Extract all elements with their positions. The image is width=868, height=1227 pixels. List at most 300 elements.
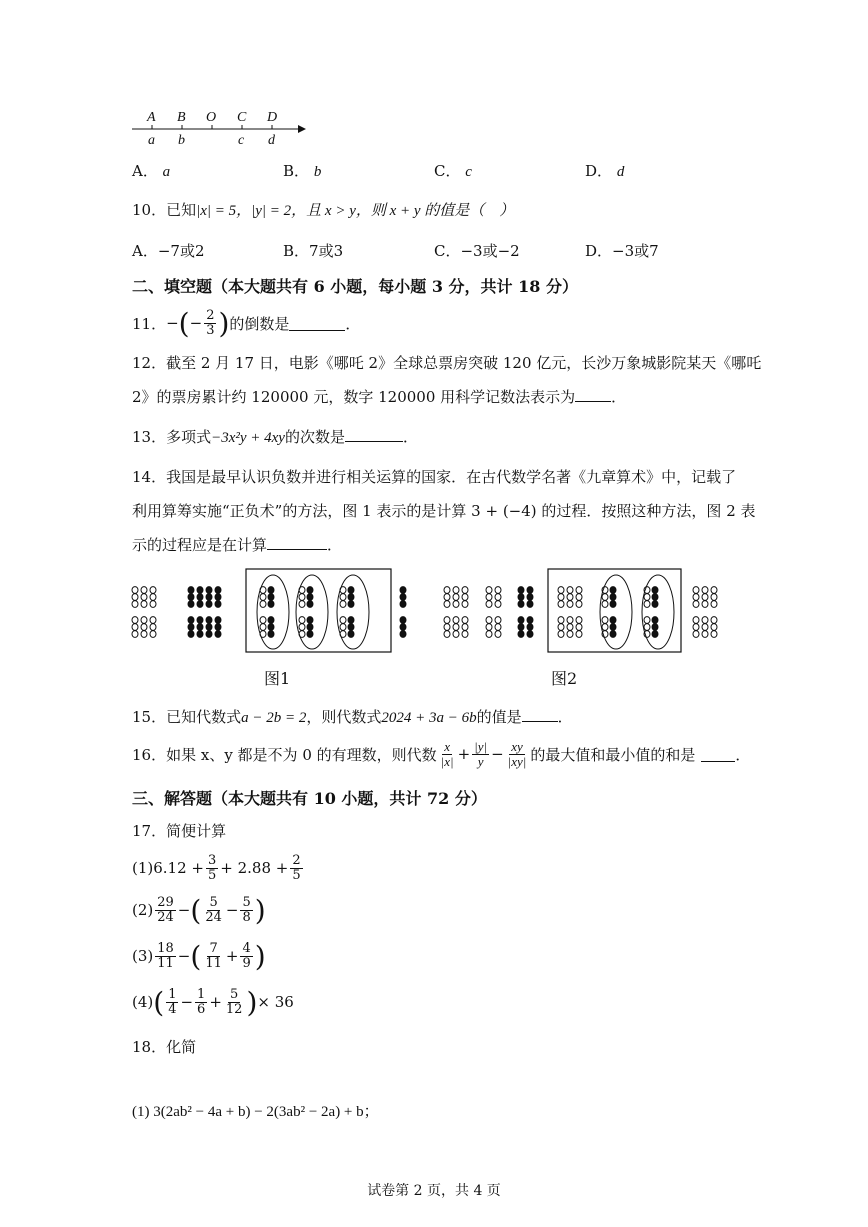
part-tag: (3): [132, 947, 154, 965]
plus-sign: +: [209, 993, 222, 1011]
minus-sign: −: [177, 947, 191, 965]
counting-rod-mark: [527, 594, 533, 601]
q18-part-1: (1) 3(2ab² − 4a + b) − 2(3ab² − 2a) + b；: [132, 1104, 379, 1120]
q12-line1: 12．截至 2 月 17 日，电影《哪吒 2》全球总票房突破 120 亿元，长沙万象城影院某天《哪吒: [132, 354, 762, 372]
counting-rod-mark: [610, 587, 616, 594]
q14-line3: [132, 534, 342, 555]
q16-stem: [132, 736, 750, 772]
minus-sign: −: [491, 745, 504, 763]
counting-rod-mark: [462, 601, 468, 608]
denominator: 24: [157, 909, 174, 925]
fig1-ellipse-1: [257, 575, 289, 649]
q18-title: 18．化简: [132, 1038, 197, 1056]
counting-rod-mark: [486, 631, 492, 638]
counting-rod-mark: [602, 601, 608, 608]
right-paren: ): [218, 306, 230, 340]
point-label-b-upper: B: [177, 110, 186, 125]
fraction: [166, 988, 178, 1017]
numerator: x: [444, 738, 450, 754]
counting-rod-mark: [206, 587, 212, 594]
counting-rod-mark: [644, 624, 650, 631]
counting-rod-mark: [652, 601, 658, 608]
counting-rod-mark: [693, 594, 699, 601]
counting-rod-mark: [702, 617, 708, 624]
q10-pre: 已知: [166, 201, 197, 219]
counting-rod-mark: [400, 594, 406, 601]
counting-rod-mark: [340, 631, 346, 638]
fig2-ellipse-1: [600, 575, 632, 649]
counting-rod-mark: [558, 631, 564, 638]
counting-rod-mark: [486, 617, 492, 624]
counting-rod-mark: [188, 587, 194, 594]
counting-rod-mark: [453, 594, 459, 601]
denominator: y: [477, 753, 484, 769]
answer-blank[interactable]: [289, 316, 345, 331]
q16-post: 的最大值和最小值的和是: [530, 745, 696, 764]
q13-post: 的次数是: [284, 428, 345, 446]
q11-inner-minus: −: [189, 314, 203, 332]
counting-rod-mark: [462, 617, 468, 624]
point-label-a-upper: A: [147, 110, 156, 125]
counting-rod-mark: [610, 594, 616, 601]
counting-rod-mark: [268, 587, 274, 594]
counting-rod-mark: [462, 594, 468, 601]
counting-rod-mark: [197, 601, 203, 608]
counting-rods-figures: [128, 566, 738, 660]
counting-rod-mark: [527, 617, 533, 624]
counting-rod-mark: [307, 587, 313, 594]
counting-rod-mark: [610, 601, 616, 608]
counting-rod-mark: [576, 601, 582, 608]
option-tag: D．: [585, 162, 613, 180]
counting-rod-mark: [141, 587, 147, 594]
counting-rod-mark: [527, 631, 533, 638]
q9-option-d[interactable]: [585, 160, 624, 181]
q11-post: 的倒数是: [229, 314, 290, 333]
counting-rod-mark: [444, 631, 450, 638]
point-label-o: O: [206, 110, 217, 125]
counting-rod-mark: [567, 594, 573, 601]
counting-rod-mark: [486, 601, 492, 608]
counting-rod-mark: [453, 601, 459, 608]
counting-rod-mark: [215, 631, 221, 638]
counting-rod-mark: [268, 617, 274, 624]
counting-rod-mark: [268, 601, 274, 608]
counting-rod-mark: [188, 631, 194, 638]
fraction: [206, 854, 218, 883]
counting-rod-mark: [206, 617, 212, 624]
denominator: 5: [292, 867, 301, 883]
numerator: 4: [242, 940, 251, 956]
counting-rod-mark: [197, 594, 203, 601]
counting-rod-mark: [141, 594, 147, 601]
option-value: d: [616, 164, 625, 180]
minus-sign: −: [225, 901, 239, 919]
option-tag: A．: [132, 242, 158, 260]
counting-rod-mark: [462, 624, 468, 631]
left-paren: (: [190, 939, 202, 973]
counting-rod-mark: [495, 631, 501, 638]
counting-rod-mark: [576, 624, 582, 631]
question-number: 10．: [132, 201, 167, 219]
left-paren: (: [153, 985, 165, 1019]
numerator: 5: [209, 894, 218, 910]
option-value: −3或7: [612, 242, 659, 260]
counting-rod-mark: [518, 587, 524, 594]
counting-rod-mark: [141, 601, 147, 608]
point-label-d-upper: D: [267, 110, 278, 125]
q15-post: 的值是: [476, 708, 522, 726]
figure-1-label: 图1: [264, 669, 291, 688]
fig2-ellipse-2: [642, 575, 674, 649]
counting-rod-mark: [206, 601, 212, 608]
denominator: 24: [205, 909, 222, 925]
counting-rod-mark: [197, 631, 203, 638]
q10-stem: [132, 199, 514, 220]
counting-rod-mark: [495, 587, 501, 594]
counting-rod-mark: [348, 601, 354, 608]
counting-rod-mark: [400, 601, 406, 608]
counting-rod-mark: [702, 594, 708, 601]
counting-rod-mark: [711, 624, 717, 631]
period: ．: [327, 536, 343, 554]
point-label-b: b: [178, 133, 185, 148]
option-tag: C．: [434, 242, 461, 260]
counting-rod-mark: [527, 587, 533, 594]
counting-rod-mark: [215, 617, 221, 624]
fraction: [155, 896, 176, 925]
period: ．: [611, 388, 627, 406]
counting-rod-mark: [268, 594, 274, 601]
counting-rod-mark: [150, 587, 156, 594]
q14-line1: 14．我国是最早认识负数并进行相关运算的国家．在古代数学名著《九章算术》中，记载了: [132, 468, 737, 486]
denominator: 3: [206, 322, 215, 338]
counting-rod-mark: [567, 601, 573, 608]
option-value: b: [313, 164, 322, 180]
denominator: 5: [208, 867, 217, 883]
counting-rod-mark: [299, 587, 305, 594]
q15-pre: 15．已知代数式: [132, 708, 242, 726]
option-tag: A．: [132, 162, 158, 180]
period: ．: [402, 428, 418, 446]
denominator: 11: [157, 955, 174, 971]
counting-rod-mark: [711, 601, 717, 608]
fraction: [155, 942, 176, 971]
option-value: −3或−2: [460, 242, 520, 260]
point-label-a: a: [148, 133, 155, 148]
q17-title: 17．简便计算: [132, 822, 227, 840]
fig1-ellipse-3: [337, 575, 369, 649]
counting-rod-mark: [400, 624, 406, 631]
counting-rod-mark: [268, 624, 274, 631]
counting-rod-mark: [132, 617, 138, 624]
period: ．: [345, 314, 361, 333]
fig1-ellipse-2: [296, 575, 328, 649]
option-tag: D．: [585, 242, 613, 260]
part-tag: (1): [132, 859, 154, 877]
q10-condition-1: |x| = 5，: [196, 203, 252, 219]
option-tag: B．: [283, 242, 310, 260]
counting-rod-mark: [558, 587, 564, 594]
q10-option-a[interactable]: [132, 240, 205, 261]
fraction: [240, 896, 252, 925]
q10-option-c[interactable]: [434, 240, 520, 261]
counting-rod-mark: [558, 601, 564, 608]
counting-rod-mark: [495, 594, 501, 601]
option-value: a: [162, 164, 171, 180]
part-tag: (2): [132, 901, 154, 919]
term: + 2.88 +: [220, 859, 289, 877]
numerator: 1: [168, 986, 177, 1002]
counting-rod-mark: [711, 617, 717, 624]
counting-rod-mark: [602, 617, 608, 624]
counting-rod-mark: [693, 601, 699, 608]
counting-rod-mark: [693, 587, 699, 594]
counting-rod-mark: [299, 601, 305, 608]
denominator: |xy|: [507, 753, 527, 769]
counting-rod-mark: [215, 624, 221, 631]
counting-rod-mark: [652, 617, 658, 624]
right-paren: ): [246, 985, 258, 1019]
page-footer: 试卷第 2 页，共 4 页: [367, 1183, 501, 1199]
counting-rod-mark: [644, 594, 650, 601]
answer-blank[interactable]: [522, 707, 558, 722]
counting-rod-mark: [206, 594, 212, 601]
q9-option-b[interactable]: [283, 160, 321, 181]
counting-rod-mark: [711, 587, 717, 594]
q12-line2: [132, 386, 626, 407]
point-label-d: d: [268, 133, 275, 148]
numerator: 5: [242, 894, 251, 910]
counting-rod-mark: [307, 631, 313, 638]
numerator: 29: [157, 894, 174, 910]
q17-part-3: [132, 938, 266, 974]
counting-rod-mark: [215, 594, 221, 601]
counting-rod-mark: [558, 617, 564, 624]
numerator: xy: [511, 738, 523, 754]
counting-rod-mark: [307, 594, 313, 601]
counting-rod-mark: [610, 624, 616, 631]
counting-rod-mark: [527, 601, 533, 608]
counting-rod-mark: [132, 631, 138, 638]
counting-rod-mark: [299, 631, 305, 638]
counting-rod-mark: [558, 624, 564, 631]
counting-rod-mark: [444, 587, 450, 594]
answer-blank[interactable]: [575, 387, 611, 402]
counting-rod-mark: [518, 617, 524, 624]
numerator: 2: [206, 307, 215, 323]
q14-text: 示的过程应是在计算: [132, 536, 268, 554]
counting-rod-mark: [150, 631, 156, 638]
counting-rod-mark: [150, 601, 156, 608]
counting-rod-mark: [567, 617, 573, 624]
counting-rod-mark: [348, 594, 354, 601]
counting-rod-mark: [206, 631, 212, 638]
counting-rod-mark: [299, 594, 305, 601]
q15-stem: [132, 706, 573, 727]
counting-rod-mark: [348, 617, 354, 624]
counting-rod-mark: [348, 587, 354, 594]
period: ．: [735, 745, 751, 764]
right-paren: ): [254, 939, 266, 973]
counting-rod-mark: [652, 631, 658, 638]
counting-rod-mark: [453, 631, 459, 638]
counting-rod-mark: [260, 631, 266, 638]
answer-blank[interactable]: [267, 535, 327, 550]
denominator: 6: [197, 1001, 206, 1017]
numerator: 18: [157, 940, 174, 956]
counting-rod-mark: [462, 631, 468, 638]
counting-rod-mark: [576, 594, 582, 601]
period: ．: [557, 708, 573, 726]
fraction: [204, 309, 216, 338]
counting-rod-mark: [602, 624, 608, 631]
option-value: −7或2: [157, 242, 205, 260]
counting-rod-mark: [462, 587, 468, 594]
counting-rod-mark: [495, 617, 501, 624]
counting-rod-mark: [340, 624, 346, 631]
q9-option-a[interactable]: [132, 160, 170, 181]
figure-2-label: 图2: [551, 669, 578, 688]
counting-rod-mark: [576, 631, 582, 638]
left-paren: (: [178, 306, 190, 340]
counting-rod-mark: [576, 587, 582, 594]
section-heading-fill-in: 二、填空题（本大题共有 6 小题，每小题 3 分，共计 18 分）: [132, 277, 578, 296]
counting-rod-mark: [150, 617, 156, 624]
numerator: 2: [292, 852, 301, 868]
q14-line2: 利用算筹实施“正负术”的方法，图 1 表示的是计算 3 + (−4) 的过程．按照这种方法，图 2 表: [132, 502, 756, 520]
counting-rod-mark: [444, 617, 450, 624]
q10-option-d[interactable]: [585, 240, 659, 261]
q17-part-4: [132, 984, 294, 1020]
counting-rod-mark: [150, 594, 156, 601]
counting-rod-mark: [495, 601, 501, 608]
point-label-c: c: [238, 133, 245, 148]
fraction: [240, 942, 252, 971]
counting-rod-mark: [711, 631, 717, 638]
counting-rod-mark: [693, 617, 699, 624]
counting-rod-mark: [486, 594, 492, 601]
counting-rod-mark: [453, 624, 459, 631]
counting-rod-mark: [444, 594, 450, 601]
counting-rod-mark: [188, 617, 194, 624]
q16-pre: 16．如果 x、y 都是不为 0 的有理数，则代数: [132, 745, 437, 764]
number-line: [128, 108, 308, 150]
counting-rod-mark: [150, 624, 156, 631]
counting-rod-mark: [567, 631, 573, 638]
counting-rod-mark: [141, 624, 147, 631]
q17-part-2: [132, 892, 266, 928]
counting-rod-mark: [197, 624, 203, 631]
counting-rod-mark: [260, 587, 266, 594]
counting-rod-mark: [652, 624, 658, 631]
q11-minus: −: [166, 314, 179, 332]
counting-rod-mark: [348, 624, 354, 631]
numerator: 7: [209, 940, 218, 956]
counting-rod-mark: [486, 587, 492, 594]
counting-rod-mark: [141, 617, 147, 624]
counting-rod-mark: [576, 617, 582, 624]
counting-rod-mark: [558, 594, 564, 601]
counting-rod-mark: [340, 601, 346, 608]
numerator: 3: [208, 852, 217, 868]
counting-rod-mark: [188, 624, 194, 631]
q10-option-b[interactable]: [283, 240, 343, 261]
q13-pre: 13．多项式: [132, 428, 212, 446]
counting-rod-mark: [299, 617, 305, 624]
denominator: 12: [225, 1001, 243, 1017]
fraction: [203, 942, 224, 971]
counting-rod-mark: [132, 601, 138, 608]
counting-rod-mark: [260, 624, 266, 631]
term: 6.12 +: [153, 859, 204, 877]
q9-option-c[interactable]: [434, 160, 472, 181]
denominator: 8: [242, 909, 251, 925]
right-paren: ): [254, 893, 266, 927]
counting-rod-mark: [518, 601, 524, 608]
minus-sign: −: [180, 993, 194, 1011]
counting-rod-mark: [518, 624, 524, 631]
denominator: 9: [242, 955, 251, 971]
counting-rod-mark: [693, 631, 699, 638]
counting-rod-mark: [400, 617, 406, 624]
option-value: c: [465, 164, 472, 180]
counting-rod-mark: [132, 587, 138, 594]
q15-expression-1: a − 2b = 2: [241, 710, 307, 726]
counting-rod-mark: [188, 601, 194, 608]
q11-stem: [132, 306, 360, 340]
counting-rod-mark: [652, 594, 658, 601]
q15-expression-2: 2024 + 3a − 6b: [381, 710, 477, 726]
counting-rod-mark: [602, 594, 608, 601]
counting-rod-mark: [652, 587, 658, 594]
counting-rod-mark: [518, 631, 524, 638]
fraction: [203, 896, 224, 925]
counting-rod-mark: [486, 624, 492, 631]
fraction-3: [506, 740, 529, 769]
left-paren: (: [190, 893, 202, 927]
counting-rod-mark: [307, 617, 313, 624]
counting-rod-mark: [527, 624, 533, 631]
denominator: 4: [168, 1001, 177, 1017]
counting-rod-mark: [132, 594, 138, 601]
point-label-c-upper: C: [237, 110, 247, 125]
counting-rod-mark: [215, 587, 221, 594]
q17-part-1: [132, 850, 305, 886]
fraction: [290, 854, 302, 883]
counting-rod-mark: [453, 587, 459, 594]
counting-rod-mark: [495, 624, 501, 631]
part-tag: (4): [132, 993, 154, 1011]
answer-blank[interactable]: [345, 427, 403, 442]
section-heading-solutions: 三、解答题（本大题共有 10 小题，共计 72 分）: [132, 789, 487, 808]
plus-sign: +: [457, 745, 471, 763]
counting-rod-mark: [307, 601, 313, 608]
counting-rod-mark: [702, 631, 708, 638]
fraction: [195, 988, 207, 1017]
counting-rod-mark: [340, 587, 346, 594]
counting-rod-mark: [518, 594, 524, 601]
counting-rod-mark: [348, 631, 354, 638]
answer-blank[interactable]: [701, 747, 735, 762]
counting-rod-mark: [307, 624, 313, 631]
counting-rod-mark: [340, 594, 346, 601]
counting-rod-mark: [260, 617, 266, 624]
question-number: 11．: [132, 314, 167, 333]
counting-rod-mark: [702, 624, 708, 631]
times-36: × 36: [257, 993, 294, 1011]
option-value: 7或3: [309, 242, 344, 260]
